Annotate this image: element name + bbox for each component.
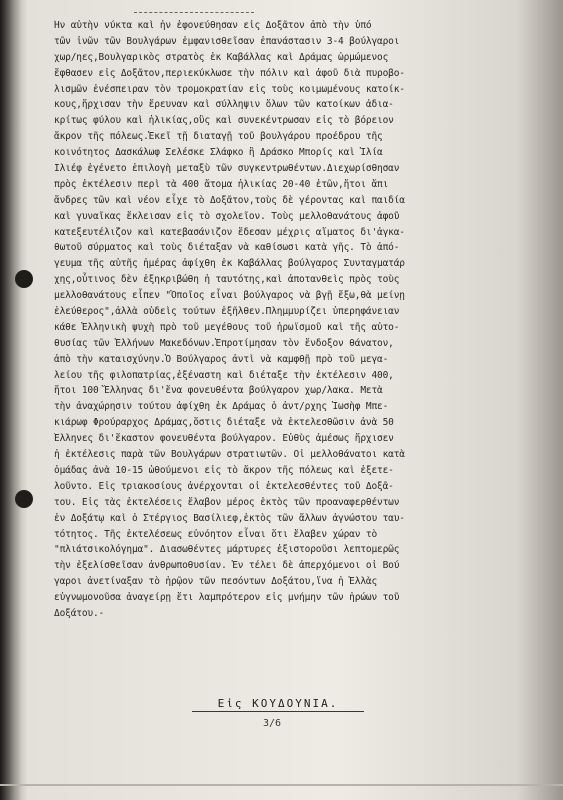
text-line: χωρ/ηες,Βουλγαρικὸς στρατὸς ἐκ Καβάλλας καὶ Δράμας ὡρμώμενος (54, 51, 389, 63)
text-line: ἐν Δοξάτῳ καὶ ὁ Στέργιος Βασίλιεφ,ἐκτὸς τῶν ἄλλων ἀγνώστου ταυ- (54, 512, 405, 524)
text-line: καὶ γυναῖκας ἔκλεισαν εἰς τὸ σχολεῖον. Τοὺς μελλοθανάτους ἀφοῦ (54, 210, 400, 222)
section-heading-text: Εἰς ΚΟΥΔΟΥΝΙΑ. (217, 697, 339, 710)
text-line: ἄνδρες τῶν καὶ νέον εἶχε τὸ Δοξᾶτον,τοὺς δὲ γέροντας καὶ παιδία (54, 194, 405, 206)
text-line: τὴν ἐξελίσθεῖσαν ἀνθρωποθυσίαν. Ἐν τέλει δὲ ἀπερχόμενοι οἱ Βού (54, 560, 400, 572)
text-line: κατεξευτέλιζον καὶ κατεβασάνιζον ἔδεσαν μέχρις αἵματος δι'ἀγκα- (54, 226, 405, 238)
text-line: ἔφθασεν εἰς Δοξᾶτον,περιεκύκλωσε τὴν πόλιν καὶ ἀφοῦ διὰ πυροβο- (54, 67, 405, 79)
body-text (54, 18, 554, 622)
text-line: χης,οὗτινος δὲν ἐξηκριβώθη ἡ ταυτότης,καὶ ἀποτανθεὶς πρὸς τοὺς (54, 274, 400, 286)
text-line: ἀπὸ τὴν καταισχύνην.Ὁ Βούλγαρος ἀντὶ νὰ καμφθῇ πρὸ τοῦ μεγα- (54, 353, 389, 365)
heading-underline (192, 711, 364, 713)
text-line: τὴν ἀναχώρησιν τούτου ἀφίχθη ἐκ Δράμας ὁ ἀντ/ρχης Ἰωσὴφ Μπε- (54, 401, 389, 413)
text-line: τότητος. Τῆς ἐκτελέσεως εὐνόητον εἶναι ὅτι ἔλαβεν χώραν τὸ (54, 528, 378, 540)
text-line: γαροι ἀνετίναξαν τὸ ἡρῷον τῶν πεσόντων Δοξάτου,ἵνα ἡ Ἑλλὰς (54, 576, 378, 588)
text-line: λισμῶν ἐνέσπειραν τὸν τρομοκρατίαν εἰς τοὺς κοιμωμένους κατοίκ- (54, 83, 405, 95)
text-line: κρίτως φύλου καὶ ἡλικίας,οὓς καὶ συνεκέντρωσαν εἰς τὸ βόρειον (54, 115, 394, 127)
text-line: ἐλεύθερος",ἀλλὰ οὐδεὶς τούτων ἐξῆλθεν.Πλημμυρίζει ὑπερηφάνειαν (54, 306, 400, 318)
page-number: 3/6 (263, 718, 282, 729)
text-line: Δοξάτου.- (54, 607, 105, 619)
text-line: λοῦντο. Εἰς τριακοσίους ἀνέρχονται οἱ ἐκτελεσθέντες τοῦ Δοξᾶ- (54, 480, 394, 492)
text-line: γευμα τῆς αὐτῆς ἡμέρας ἀφίχθη ἐκ Καβάλλας βούλγαρος Συνταγματάρ (54, 258, 405, 270)
page-edge (0, 784, 563, 786)
text-line: θυσίας τῶν Ἑλλήνων Μακεδόνων.Ἐπροτίμησαν τὸν ἔνδοξον θάνατον, (54, 337, 394, 349)
punch-hole-lower (15, 490, 33, 508)
text-line: τῶν ἰνῶν τῶν Βουλγάρων ἐμφανισθεῖσαν ἐπανάστασιν 3-4 βούλγαροι (54, 35, 400, 47)
text-line: κους,ἤρχισαν τὴν ἔρευναν καὶ σύλληψιν ὅλων τῶν κατοίκων ἀδια- (54, 99, 394, 111)
text-line: "πλιάτσικολόγημα". Διασωθέντες μάρτυρες ἐξιστοροῦσι λεπτομερῶς (54, 544, 400, 556)
text-line: του. Εἰς τὰς ἐκτελέσεις ἔλαβον μέρος ἐκτὸς τῶν προαναφερθέντων (54, 496, 400, 508)
text-line: κοινότητος Δασκάλωφ Σελέσκε Σλάφκο ἢ Δράσκο Μπορίς καὶ Ἰλία (54, 147, 383, 159)
section-heading (178, 697, 378, 713)
text-line: θωτοῦ σύρματος καὶ τοὺς διέταξαν νὰ καθίσωσι κατὰ γῆς. Τὸ ἀπό- (54, 242, 400, 254)
text-line: κιάρωφ Φρούραρχος Δράμας,ὅστις διέταξε νὰ ἐκτελεσθῶσιν ἀνὰ 50 (54, 417, 394, 429)
text-line: ἄκρον τῆς πόλεως.Ἐκεῖ τῇ διαταγῇ τοῦ βουλγάρου προέδρου τῆς (54, 131, 383, 143)
text-line: ἡ ἐκτέλεσις παρὰ τῶν Βουλγάρων στρατιωτῶν. Οἱ μελλοθάνατοι κατὰ (54, 449, 405, 461)
top-dashed-rule (134, 12, 254, 15)
text-line: Ἡν αὐτὴν νύκτα καὶ ἡν ἐφονεύθησαν εἰς Δοξᾶτον ἀπὸ τὴν ὑπό (54, 20, 372, 31)
text-line: ὁμάδας ἀνὰ 10-15 ὡθούμενοι εἰς τὸ ἄκρον τῆς πόλεως καὶ ἐξετε- (54, 464, 394, 476)
text-line: Ἕλληνες δι'ἕκαστον φονευθέντα βούλγαρον. Εὐθὺς ἀμέσως ἤρχισεν (54, 433, 394, 445)
text-line: μελλοθανάτους εἶπεν "Ὁποῖος εἶναι βούλγαρος νὰ βγῇ ἔξω,θὰ μείνῃ (54, 290, 405, 302)
text-line: εὐγνωμονοῦσα ἀναγείρῃ ἔτι λαμπρότερον εἰς μνήμην τῶν ἡρώων τοῦ (54, 592, 400, 604)
text-line: κάθε Ἑλληνικὴ ψυχὴ πρὸ τοῦ μεγέθους τοῦ ἡρωϊσμοῦ καὶ τῆς αὐτο- (54, 321, 400, 333)
punch-hole-upper (15, 270, 33, 288)
scan-shadow (0, 0, 22, 800)
text-line: ἤτοι 100 Ἕλληνας δι'ἕνα φονευθέντα βούλγαρον χωρ/λακα. Μετὰ (54, 385, 383, 397)
text-line: πρὸς ἐκτέλεσιν περὶ τὰ 400 ἄτομα ἡλικίας 20-40 ἐτῶν,ἤτοι ἅπι (54, 178, 389, 190)
text-line: λείου τῆς φιλοπατρίας,ἐξέναστη καὶ διέταξε τὴν ἐκτέλεσιν 400, (54, 369, 394, 381)
text-line: Ιλιέφ ἐγένετο ἐπιλογὴ μεταξὺ τῶν συγκεντρωθέντων.Διεχωρίσθησαν (54, 163, 400, 175)
